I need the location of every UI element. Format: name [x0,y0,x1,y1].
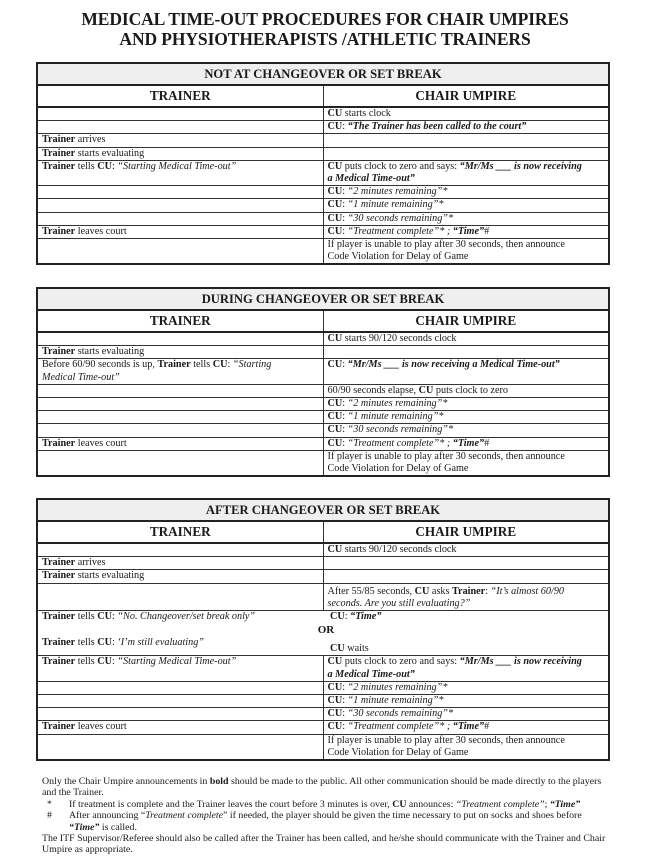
trainer-cell [37,583,323,610]
cu-cell: CU: “30 seconds remaining”* [323,424,609,437]
trainer-cell [37,212,323,225]
table-row [37,384,609,397]
table-row [37,239,609,265]
cu-cell: CU starts 90/120 seconds clock [323,543,609,557]
table-row [37,734,609,760]
table-row-or-block [37,611,609,656]
table-after-changeover [36,498,610,761]
trainer-cell [37,121,323,134]
cu-cell [323,570,609,583]
table-row [37,557,609,570]
cu-cell: CU: “Treatment complete”* ; “Time”# [323,721,609,734]
cu-cell: CU: “30 seconds remaining”* [323,708,609,721]
trainer-cell: Trainer leaves court [37,437,323,450]
table-row [37,121,609,134]
cu-cell: CU: “Mr/Ms ___ is now receiving a Medical Time-out” [323,359,609,384]
column-header-chair-umpire: CHAIR UMPIRE [323,310,609,332]
column-header-trainer: TRAINER [37,310,323,332]
cu-cell: CU: “2 minutes remaining”* [323,186,609,199]
cu-cell: After 55/85 seconds, CU asks Trainer: “It’s almost 60/90 seconds. Are you still evaluating?” [323,583,609,610]
section-heading: DURING CHANGEOVER OR SET BREAK [37,288,609,310]
trainer-cell [37,398,323,411]
title-line-1: MEDICAL TIME-OUT PROCEDURES FOR CHAIR UMPIRES [81,9,569,29]
table-row [37,199,609,212]
table-row [37,583,609,610]
cu-cell: If player is unable to play after 30 seconds, then announce Code Violation for Delay of Game [323,239,609,265]
cu-cell: If player is unable to play after 30 seconds, then announce Code Violation for Delay of Game [323,734,609,760]
cu-cell: CU: “30 seconds remaining”* [323,212,609,225]
trainer-cell [37,424,323,437]
table-row [37,160,609,185]
table-row [37,212,609,225]
trainer-cell [37,450,323,476]
table-row [37,398,609,411]
trainer-cell: Trainer arrives [37,557,323,570]
hash-marker: # [47,810,52,822]
table-row [37,656,609,681]
trainer-cell [37,199,323,212]
cu-cell [323,346,609,359]
column-header-chair-umpire: CHAIR UMPIRE [323,85,609,107]
or-block-cell [37,611,609,656]
trainer-cell [37,734,323,760]
table-row [37,359,609,384]
cu-cell [323,557,609,570]
cu-cell: CU puts clock to zero and says: “Mr/Ms ___ is now receiving a Medical Time-out” [323,656,609,681]
cu-cell: CU starts 90/120 seconds clock [323,332,609,346]
cu-cell: CU starts clock [323,107,609,121]
cu-cell: CU puts clock to zero and says: “Mr/Ms ___ is now receiving a Medical Time-out” [323,160,609,185]
trainer-cell [37,239,323,265]
table-row [37,721,609,734]
table-during-changeover [36,287,610,477]
table-row [37,134,609,147]
table-row [37,186,609,199]
table-row [37,570,609,583]
trainer-cell: Trainer leaves court [37,721,323,734]
table-row [37,708,609,721]
trainer-cell: Trainer starts evaluating [37,346,323,359]
column-header-chair-umpire: CHAIR UMPIRE [323,521,609,543]
cu-cell: CU: “Treatment complete”* ; “Time”# [323,437,609,450]
table-row [37,225,609,238]
table-row [37,411,609,424]
trainer-cell: Trainer tells CU: “Starting Medical Time-out” [37,656,323,681]
document-title [0,9,650,49]
cu-cell: CU: “1 minute remaining”* [323,695,609,708]
table-row [37,147,609,160]
section-heading: AFTER CHANGEOVER OR SET BREAK [37,499,609,521]
trainer-cell [37,332,323,346]
trainer-cell [37,695,323,708]
section-heading: NOT AT CHANGEOVER OR SET BREAK [37,63,609,85]
cu-cell: CU: “Treatment complete”* ; “Time”# [323,225,609,238]
trainer-cell: Trainer tells CU: “Starting Medical Time-out” [37,160,323,185]
cu-cell [323,147,609,160]
or-divider-text: OR [317,624,335,637]
table-row [37,695,609,708]
note-itf-supervisor: The ITF Supervisor/Referee should also be called after the Trainer has been called, and he/she should communicate with the Trainer and Chair Umpire as appropriate. [42,833,606,856]
trainer-cell [37,411,323,424]
cu-cell: CU: “2 minutes remaining”* [323,681,609,694]
cu-cell: CU: “1 minute remaining”* [323,411,609,424]
table-row [37,107,609,121]
cu-cell: 60/90 seconds elapse, CU puts clock to zero [323,384,609,397]
footnote-hash: # After announcing “Treatment complete” if needed, the player should be given the time necessary to put on socks and shoes before “Time” is called. [42,810,612,833]
table-row [37,450,609,476]
cu-cell: CU: “2 minutes remaining”* [323,398,609,411]
title-line-2: AND PHYSIOTHERAPISTS /ATHLETIC TRAINERS [119,29,531,49]
asterisk-marker: * [47,798,52,810]
table-row [37,424,609,437]
table-row [37,543,609,557]
trainer-cell [37,186,323,199]
cu-option-time: CU: “Time” [330,611,382,623]
footnotes [42,776,612,856]
trainer-cell: Trainer leaves court [37,225,323,238]
trainer-cell: Trainer starts evaluating [37,570,323,583]
footnote-asterisk: * If treatment is complete and the Trainer leaves the court before 3 minutes is over, CU announces: “Treatment complete”; “Time” [42,799,612,810]
cu-option-waits: CU waits [330,643,369,655]
trainer-cell [37,543,323,557]
table-not-at-changeover [36,62,610,265]
trainer-cell: Trainer arrives [37,134,323,147]
trainer-cell: Before 60/90 seconds is up, Trainer tells CU: “Starting Medical Time-out” [37,359,323,384]
trainer-cell [37,107,323,121]
table-row [37,332,609,346]
trainer-option-no: Trainer tells CU: “No. Changeover/set break only” [42,611,256,623]
trainer-cell: Trainer starts evaluating [37,147,323,160]
cu-cell: CU: “The Trainer has been called to the court” [323,121,609,134]
trainer-cell [37,708,323,721]
table-row [37,681,609,694]
cu-cell: CU: “1 minute remaining”* [323,199,609,212]
trainer-cell [37,681,323,694]
cu-cell [323,134,609,147]
column-header-trainer: TRAINER [37,521,323,543]
note-public-announcements: Only the Chair Umpire announcements in bold should be made to the public. All other communication should be made directly to the players and the Trainer. [42,776,602,799]
trainer-cell [37,384,323,397]
cu-cell: If player is unable to play after 30 seconds, then announce Code Violation for Delay of Game [323,450,609,476]
trainer-option-still-evaluating: Trainer tells CU: ‘I’m still evaluating” [42,637,204,649]
table-row [37,346,609,359]
table-row [37,437,609,450]
column-header-trainer: TRAINER [37,85,323,107]
